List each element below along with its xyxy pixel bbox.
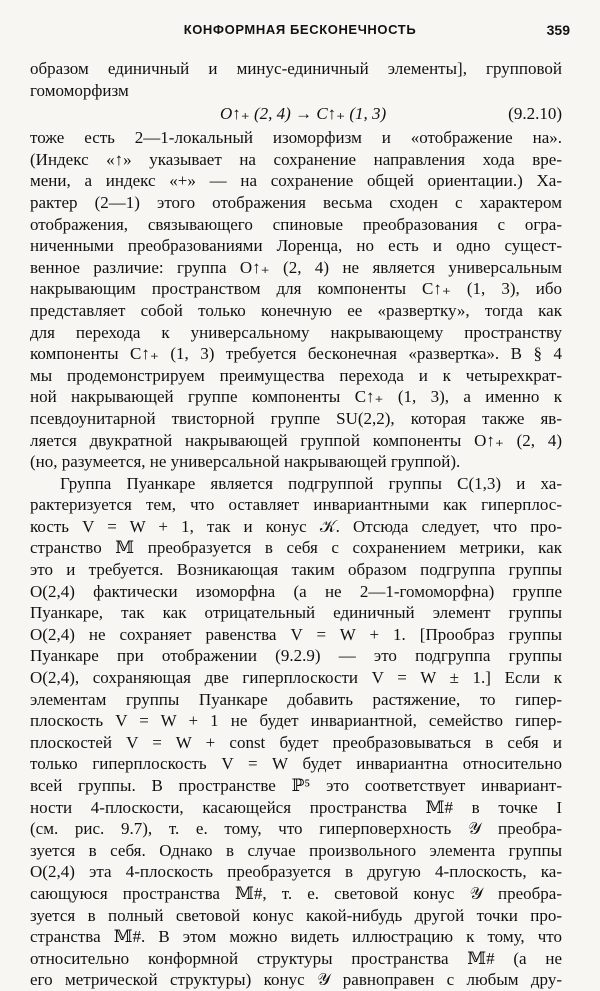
page-number: 359 (546, 22, 570, 38)
text-line: Пуанкаре, так как отрицательный единичный элемент группы (30, 603, 562, 623)
page-body (30, 58, 562, 991)
text-line: ной накрывающей группе компоненты C↑₊ (1, 3), а именно к (30, 387, 562, 407)
text-line: относительно конформной структуры пространства 𝕄# (а не (30, 948, 562, 968)
text-line: Группа Пуанкаре является подгруппой группы C(1,3) и ха- (60, 473, 562, 493)
text-line: псевдоунитарной твисторной группе SU(2,2), которая также яв- (30, 408, 562, 428)
text-line: тоже есть 2—1-локальный изоморфизм и «отображение на». (30, 128, 562, 148)
text-line: ниченными преобразованиями Лоренца, но есть и одно сущест- (30, 236, 562, 256)
text-line: зуется в полный световой конус какой-нибудь другой точки про- (30, 905, 562, 925)
text-line: мы продемонстрируем преимущества перехода и к четырехкрат- (30, 365, 562, 385)
text-line: образом единичный и минус-единичный элементы], групповой (30, 59, 562, 78)
text-line: кость V = W + 1, так и конус 𝒦. Отсюда следует, что про- (30, 516, 562, 536)
equation-number: (9.2.10) (508, 104, 562, 124)
text-line: плоскость V = W + 1 не будет инвариантной, семейство гипер- (30, 711, 562, 731)
text-line: сающуюся пространства 𝕄#, т. е. световой конус 𝒴 преобра- (30, 883, 562, 903)
text-line: Пуанкаре при отображении (9.2.9) — это подгруппа группы (30, 646, 562, 666)
text-line: (но, разумеется, не универсальной накрывающей группой). (30, 452, 461, 472)
text-line: O(2,4) не сохраняет равенства V = W + 1. [Прообраз группы (30, 624, 562, 644)
text-line: ляется двукратной накрывающей группой компоненты O↑₊ (2, 4) (30, 430, 562, 450)
text-line: элементам группы Пуанкаре добавить растяжение, то гипер- (30, 689, 562, 709)
opening-lines (30, 58, 562, 101)
displayed-formula (30, 101, 562, 127)
text-line: накрывающим пространством для компоненты C↑₊ (1, 3), ибо (30, 279, 562, 299)
text-line: мени, а индекс «+» — на сохранение общей ориентации.) Ха- (30, 171, 562, 191)
text-line: рактер (2—1) этого отображения весьма сходен с характером (30, 192, 562, 212)
text-line: O(2,4) фактически изоморфна (а не 2—1-гомоморфна) группе (30, 581, 562, 601)
paragraph-1 (30, 127, 562, 473)
text-line: рактеризуется тем, что оставляет инвариантными как гиперплос- (30, 495, 562, 515)
page-header (30, 22, 570, 42)
formula-text: O↑₊ (2, 4) → C↑₊ (1, 3) (220, 104, 387, 124)
running-title: КОНФОРМНАЯ БЕСКОНЕЧНОСТЬ (183, 22, 417, 37)
text-line: венное различие: группа O↑₊ (2, 4) не является универсальным (30, 257, 562, 277)
text-line: компоненты C↑₊ (1, 3) требуется бесконечная «развертка». В § 4 (30, 344, 562, 364)
text-line: (см. рис. 9.7), т. е. тому, что гиперповерхность 𝒴 преобра- (30, 819, 562, 839)
text-line: представляет собой только конечную ее «развертку», тогда как (30, 300, 562, 320)
text-line: ности 4-плоскости, касающейся пространства 𝕄# в точке I (30, 797, 562, 817)
text-line: гомоморфизм (30, 80, 129, 100)
text-line: зуется в себя. Однако в случае произвольного элемента группы (30, 840, 562, 860)
text-line: это и требуется. Возникающая таким образом подгруппа группы (30, 560, 562, 580)
text-line: O(2,4), сохраняющая две гиперплоскости V = W ± 1.] Если к (30, 668, 562, 688)
text-line: странства 𝕄#. В этом можно видеть иллюстрацию к тому, что (30, 927, 562, 947)
text-line: его метрической структуры) конус 𝒴 равноправен с любым дру- (30, 970, 562, 990)
text-line: для перехода к универсальному накрывающему пространству (30, 322, 562, 342)
text-line: только гиперплоскость V = W будет инвариантна относительно (30, 754, 562, 774)
text-line: (Индекс «↑» указывает на сохранение направления хода вре- (30, 149, 562, 169)
text-line: всей группы. В пространстве ℙ⁵ это соответствует инвариант- (30, 776, 562, 795)
paragraph-2 (30, 473, 562, 991)
text-line: O(2,4) эта 4-плоскость преобразуется в другую 4-плоскость, ка- (30, 862, 562, 882)
text-line: отображения, связывающего спиновые преобразования с огра- (30, 214, 562, 234)
text-line: плоскостей V = W + const будет преобразовываться в себя и (30, 732, 562, 752)
text-line: странство 𝕄 преобразуется в себя с сохранением метрики, как (30, 538, 562, 558)
